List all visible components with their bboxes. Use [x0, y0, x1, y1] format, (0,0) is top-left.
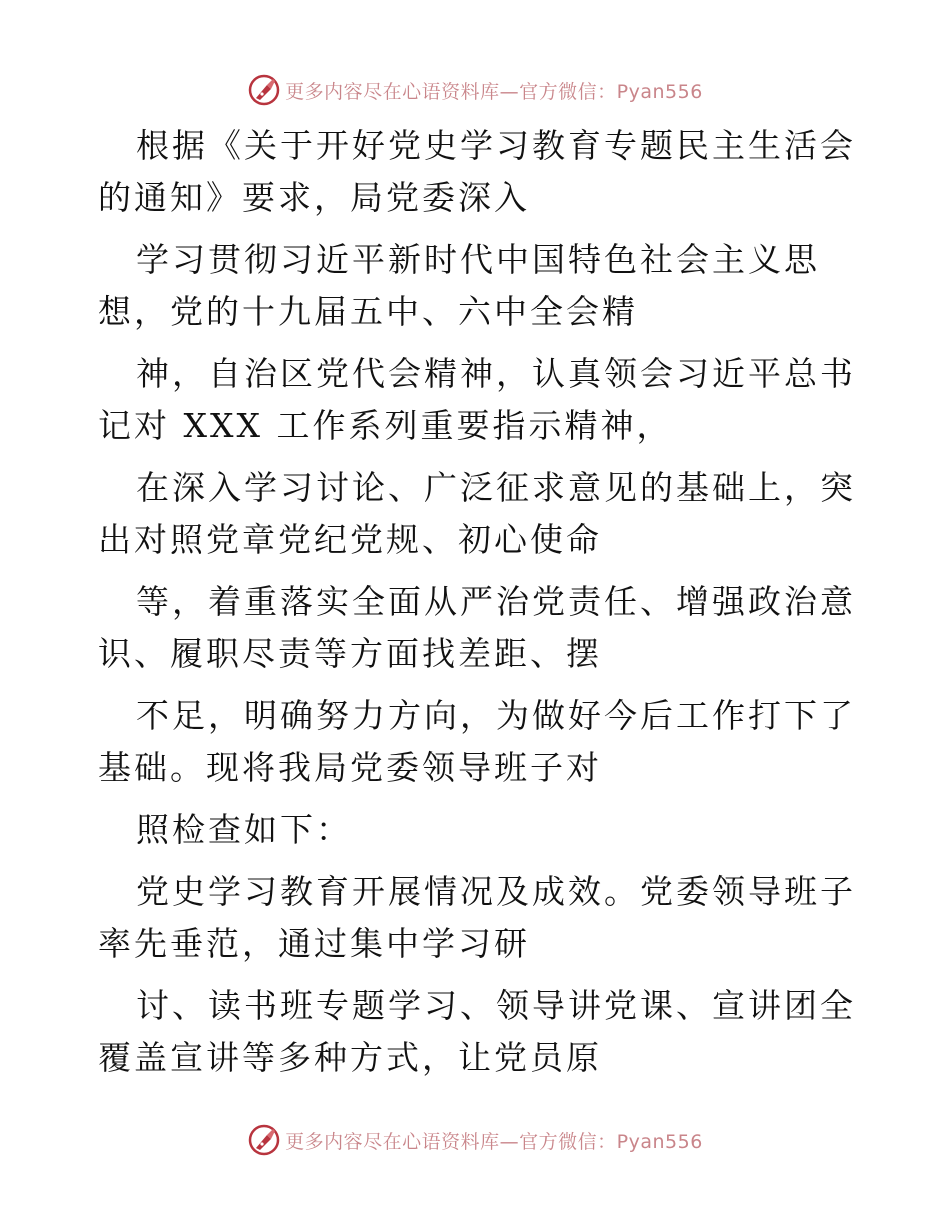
paragraph-7: 照检查如下： [136, 810, 352, 849]
paragraph-5: 等，着重落实全面从严治党责任、增强政治意识、履职尽责等方面找差距、摆 [98, 582, 856, 673]
paragraph-1: 根据《关于开好党史学习教育专题民主生活会的通知》要求，局党委深入 [98, 126, 856, 217]
paragraph-3: 神，自治区党代会精神，认真领会习近平总书记对 XXX 工作系列重要指示精神， [98, 354, 856, 445]
paragraph-4: 在深入学习讨论、广泛征求意见的基础上，突出对照党章党纪党规、初心使命 [98, 468, 856, 559]
paragraph-9: 讨、读书班专题学习、领导讲党课、宣讲团全覆盖宣讲等多种方式，让党员原 [98, 986, 856, 1077]
paragraph-2: 学习贯彻习近平新时代中国特色社会主义思想，党的十九届五中、六中全会精 [98, 240, 820, 331]
banner-text: 更多内容尽在心语资料库—官方微信：Pyan556 [285, 80, 703, 103]
pen-nib-logo-icon [247, 1123, 281, 1157]
paragraph-6: 不足，明确努力方向，为做好今后工作打下了基础。现将我局党委领导班子对 [98, 696, 856, 787]
header-banner [0, 70, 950, 110]
banner-text: 更多内容尽在心语资料库—官方微信：Pyan556 [285, 1130, 703, 1153]
pen-nib-logo-icon [247, 73, 281, 107]
paragraph-8: 党史学习教育开展情况及成效。党委领导班子率先垂范，通过集中学习研 [98, 872, 856, 963]
footer-banner [0, 1120, 950, 1160]
document-body [98, 120, 858, 1094]
